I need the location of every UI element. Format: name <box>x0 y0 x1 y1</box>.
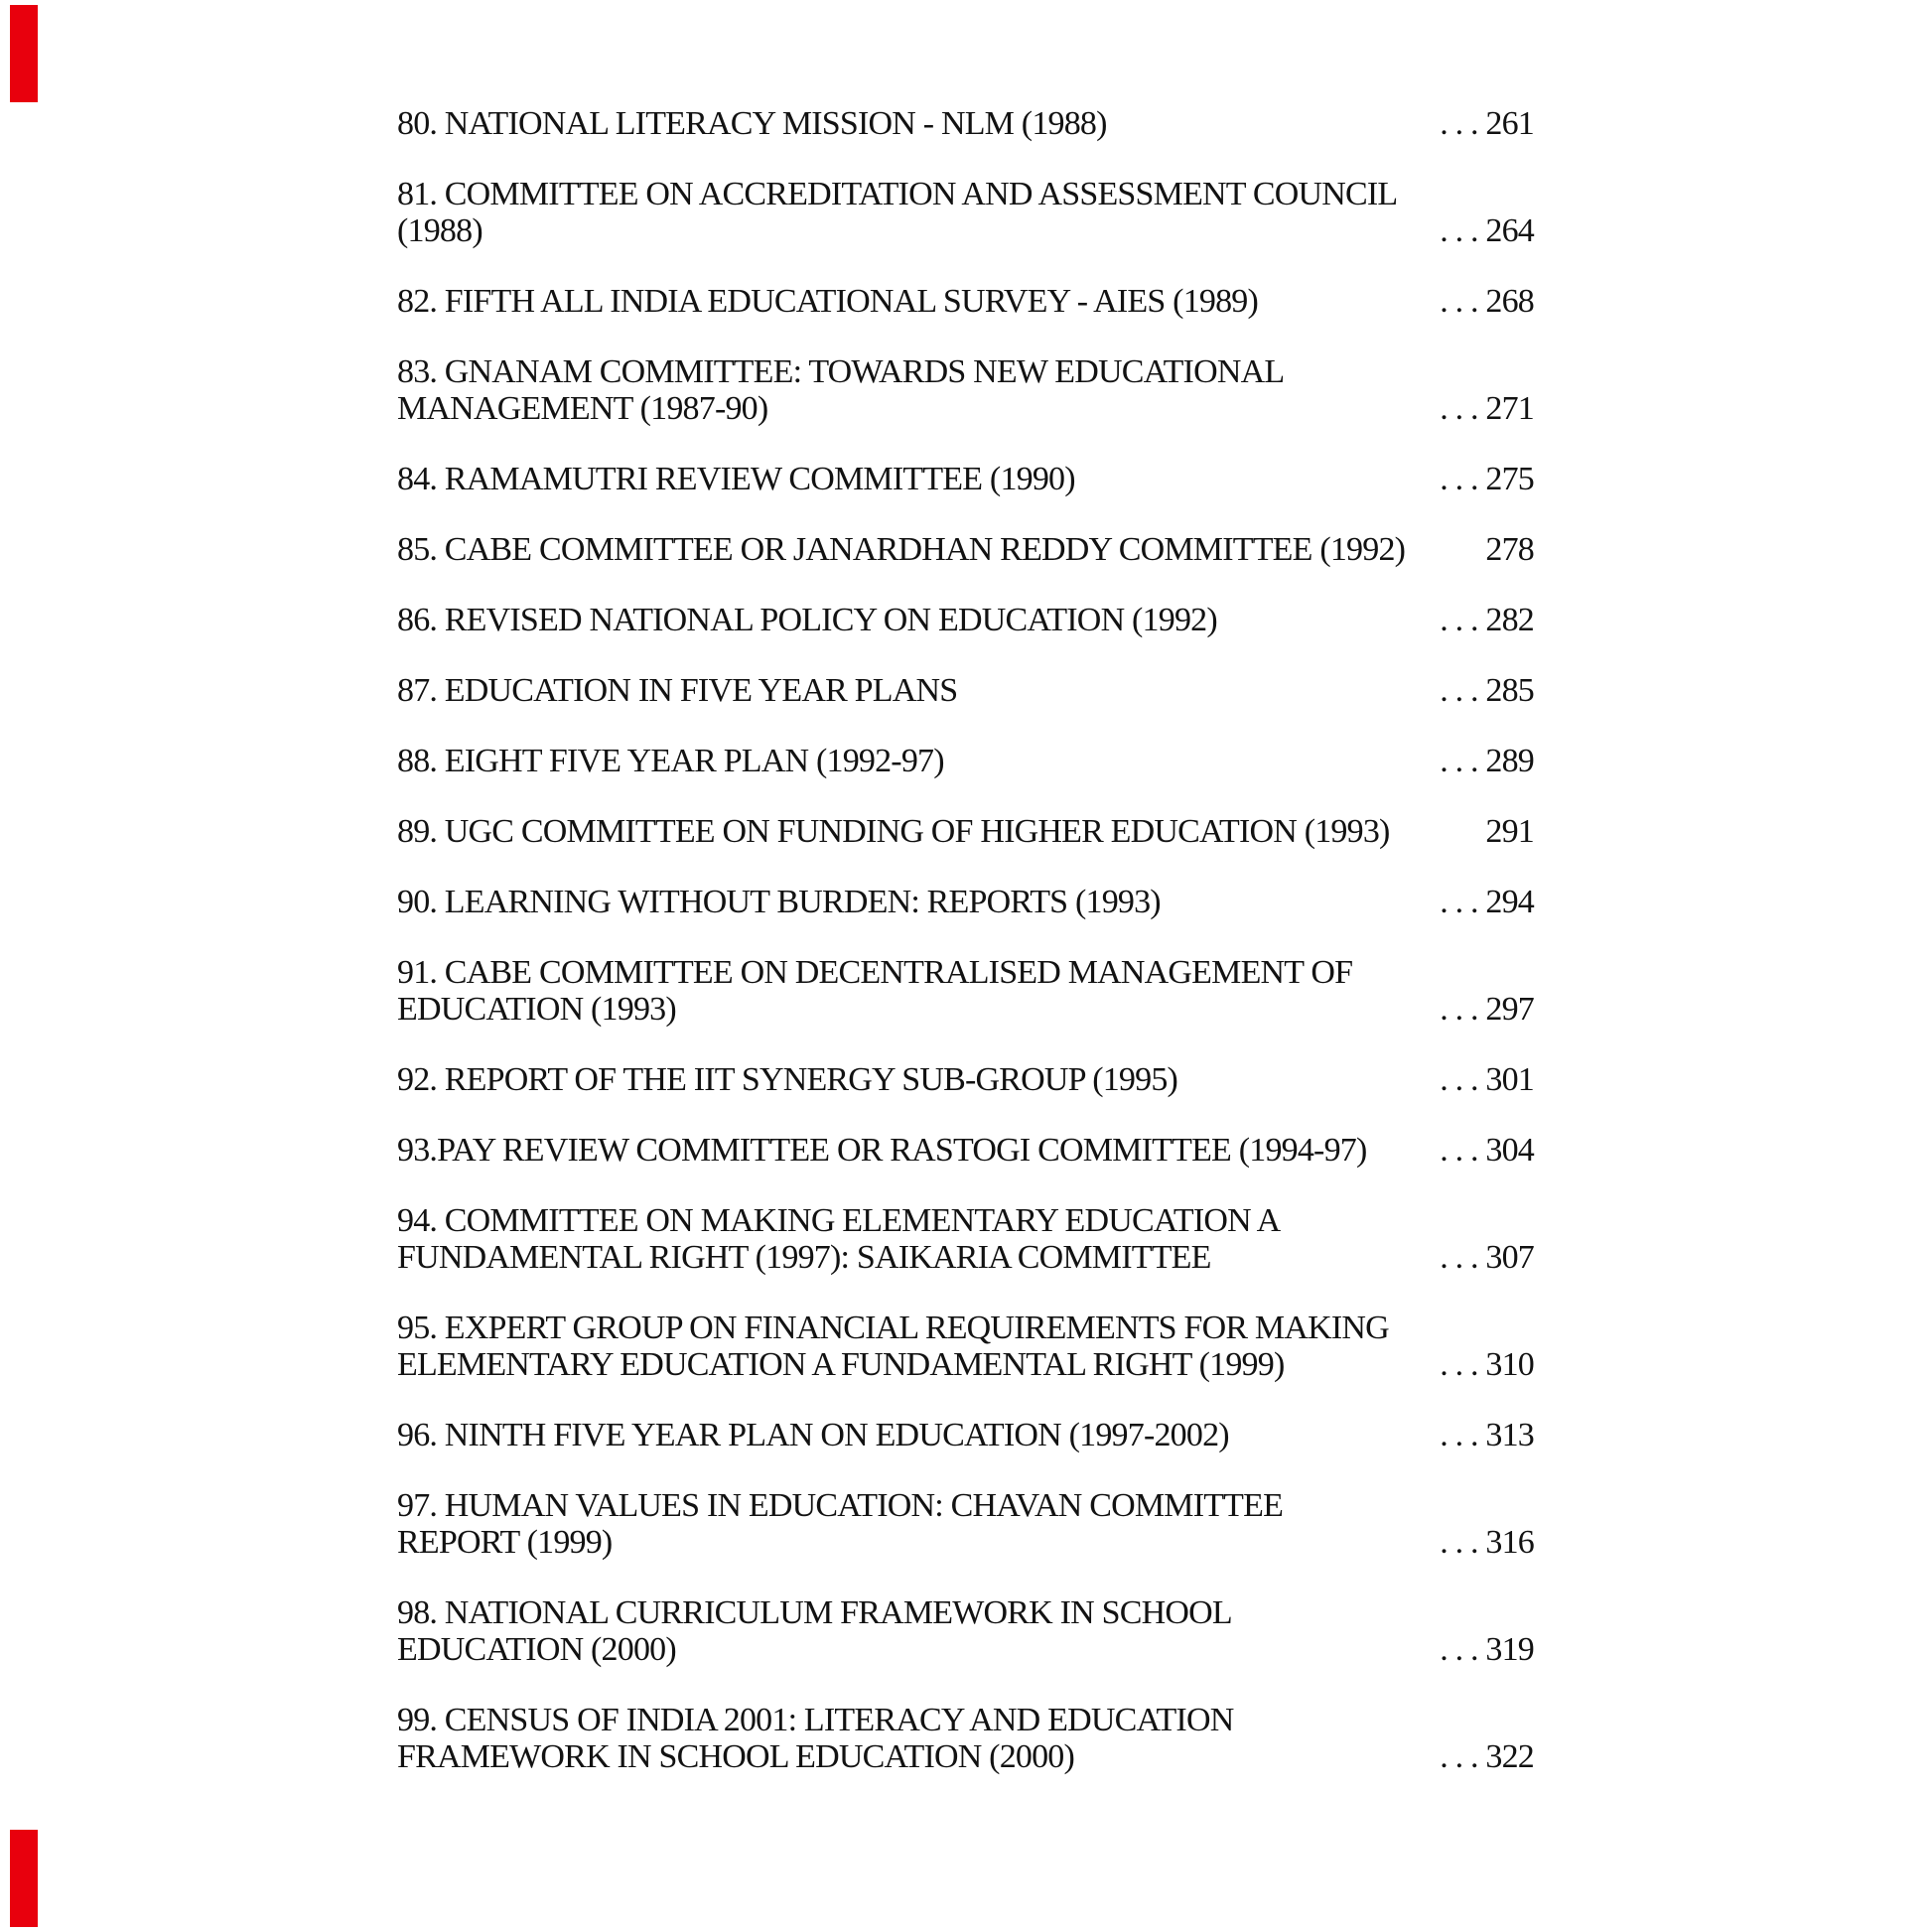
toc-entry <box>397 1594 1534 1668</box>
toc-entry-page-number: . . . 297 <box>1440 991 1534 1028</box>
toc-entry-title <box>397 1202 1280 1276</box>
toc-entry-title <box>397 954 1352 1028</box>
toc-entry-title-line: 96. NINTH FIVE YEAR PLAN ON EDUCATION (1997-2002) <box>397 1417 1229 1453</box>
toc-entry <box>397 283 1534 320</box>
toc-entry <box>397 461 1534 497</box>
toc-entry-page-number: . . . 261 <box>1440 105 1534 142</box>
toc-entry-page-number: . . . 307 <box>1440 1239 1534 1276</box>
toc-entry-page-number: . . . 310 <box>1440 1346 1534 1383</box>
toc-entry-title-line: 90. LEARNING WITHOUT BURDEN: REPORTS (1993) <box>397 884 1161 920</box>
toc-entry-title <box>397 1061 1177 1098</box>
toc-entry-title-line: 92. REPORT OF THE IIT SYNERGY SUB-GROUP (1995) <box>397 1061 1178 1098</box>
toc-entry <box>397 602 1534 638</box>
toc-entry-title <box>397 602 1217 638</box>
page-edge-mark-top <box>10 5 38 102</box>
toc-entry-title-line: 93.PAY REVIEW COMMITTEE OR RASTOGI COMMITTEE (1994-97) <box>397 1132 1367 1169</box>
toc-entry-title-line: 81. COMMITTEE ON ACCREDITATION AND ASSESSMENT COUNCIL <box>397 176 1398 212</box>
toc-entry-title <box>397 1417 1229 1453</box>
toc-entry-title-line: 91. CABE COMMITTEE ON DECENTRALISED MANAGEMENT OF <box>397 954 1353 991</box>
toc-entry-page-number: 278 <box>1485 531 1534 568</box>
toc-entry-title-line: 98. NATIONAL CURRICULUM FRAMEWORK IN SCHOOL <box>397 1594 1232 1631</box>
toc-entry <box>397 1417 1534 1453</box>
toc-entry <box>397 1132 1534 1169</box>
toc-entry-title-line: 84. RAMAMUTRI REVIEW COMMITTEE (1990) <box>397 461 1075 497</box>
toc-entry-title-line: (1988) <box>397 212 483 249</box>
toc-entry-title <box>397 1310 1389 1383</box>
toc-entry <box>397 1487 1534 1561</box>
toc-entry-title-line: 88. EIGHT FIVE YEAR PLAN (1992-97) <box>397 743 944 779</box>
toc-entry-page-number: . . . 322 <box>1440 1738 1534 1775</box>
toc-entry-title-line: 87. EDUCATION IN FIVE YEAR PLANS <box>397 672 958 709</box>
toc-entry-title-line: 94. COMMITTEE ON MAKING ELEMENTARY EDUCATION A <box>397 1202 1281 1239</box>
toc-entry-page-number: . . . 275 <box>1440 461 1534 497</box>
toc-entry-title <box>397 1702 1233 1775</box>
page-edge-mark-bottom <box>10 1830 38 1927</box>
toc-entry-title <box>397 1132 1367 1169</box>
toc-entry-page-number: . . . 319 <box>1440 1631 1534 1668</box>
toc-entry-title <box>397 1594 1232 1668</box>
toc-entry-title <box>397 176 1397 249</box>
toc-entry <box>397 176 1534 249</box>
toc-entry-page-number: . . . 271 <box>1440 390 1534 427</box>
toc-entry-title-line: 82. FIFTH ALL INDIA EDUCATIONAL SURVEY - AIES (1989) <box>397 283 1259 320</box>
toc-entry <box>397 813 1534 850</box>
toc-entry-title <box>397 884 1161 920</box>
toc-entry-title-line: 85. CABE COMMITTEE OR JANARDHAN REDDY COMMITTEE (1992) <box>397 531 1406 568</box>
toc-entry <box>397 743 1534 779</box>
toc-entry-title-line: 89. UGC COMMITTEE ON FUNDING OF HIGHER EDUCATION (1993) <box>397 813 1390 850</box>
toc-entry-title <box>397 461 1075 497</box>
toc-entry-title-line: FUNDAMENTAL RIGHT (1997): SAIKARIA COMMITTEE <box>397 1239 1211 1276</box>
toc-entry <box>397 1061 1534 1098</box>
toc-entry-page-number: . . . 285 <box>1440 672 1534 709</box>
toc-entry-title <box>397 672 957 709</box>
toc-entry-title <box>397 1487 1283 1561</box>
toc-entry-page-number: . . . 316 <box>1440 1524 1534 1561</box>
toc-entry-title <box>397 353 1284 427</box>
toc-entry-title-line: EDUCATION (2000) <box>397 1631 676 1668</box>
toc-entry-title <box>397 743 944 779</box>
toc-entry-title <box>397 105 1107 142</box>
toc-entry-title-line: REPORT (1999) <box>397 1524 613 1561</box>
toc-entry-page-number: . . . 301 <box>1440 1061 1534 1098</box>
toc-entry <box>397 105 1534 142</box>
toc-entry <box>397 1310 1534 1383</box>
toc-entry-page-number: . . . 268 <box>1440 283 1534 320</box>
toc-entry-title <box>397 283 1258 320</box>
toc-entry <box>397 884 1534 920</box>
toc-entry-page-number: . . . 294 <box>1440 884 1534 920</box>
toc-entry-title-line: EDUCATION (1993) <box>397 991 676 1028</box>
toc-entry-title-line: 80. NATIONAL LITERACY MISSION - NLM (1988) <box>397 105 1107 142</box>
toc-entry <box>397 1202 1534 1276</box>
toc-entry-page-number: . . . 289 <box>1440 743 1534 779</box>
toc-entry-title-line: MANAGEMENT (1987-90) <box>397 390 768 427</box>
toc-entry-title <box>397 813 1390 850</box>
toc-entry-page-number: . . . 313 <box>1440 1417 1534 1453</box>
toc-entry-page-number: 291 <box>1485 813 1534 850</box>
toc-entry-page-number: . . . 282 <box>1440 602 1534 638</box>
toc-entry-title-line: FRAMEWORK IN SCHOOL EDUCATION (2000) <box>397 1738 1075 1775</box>
toc-entry-title-line: 99. CENSUS OF INDIA 2001: LITERACY AND EDUCATION <box>397 1702 1234 1738</box>
toc-entry <box>397 672 1534 709</box>
toc-entry-title <box>397 531 1405 568</box>
toc-entry-title-line: 86. REVISED NATIONAL POLICY ON EDUCATION (1992) <box>397 602 1217 638</box>
toc-entry <box>397 1702 1534 1775</box>
toc-entry <box>397 531 1534 568</box>
toc-entry-page-number: . . . 264 <box>1440 212 1534 249</box>
toc-entry <box>397 954 1534 1028</box>
toc-entry-title-line: 97. HUMAN VALUES IN EDUCATION: CHAVAN COMMITTEE <box>397 1487 1284 1524</box>
toc-entry-title-line: 95. EXPERT GROUP ON FINANCIAL REQUIREMENTS FOR MAKING <box>397 1310 1389 1346</box>
toc-entry-title-line: 83. GNANAM COMMITTEE: TOWARDS NEW EDUCATIONAL <box>397 353 1285 390</box>
toc-entry-page-number: . . . 304 <box>1440 1132 1534 1169</box>
table-of-contents <box>397 105 1534 1775</box>
toc-entry-title-line: ELEMENTARY EDUCATION A FUNDAMENTAL RIGHT (1999) <box>397 1346 1285 1383</box>
toc-entry <box>397 353 1534 427</box>
